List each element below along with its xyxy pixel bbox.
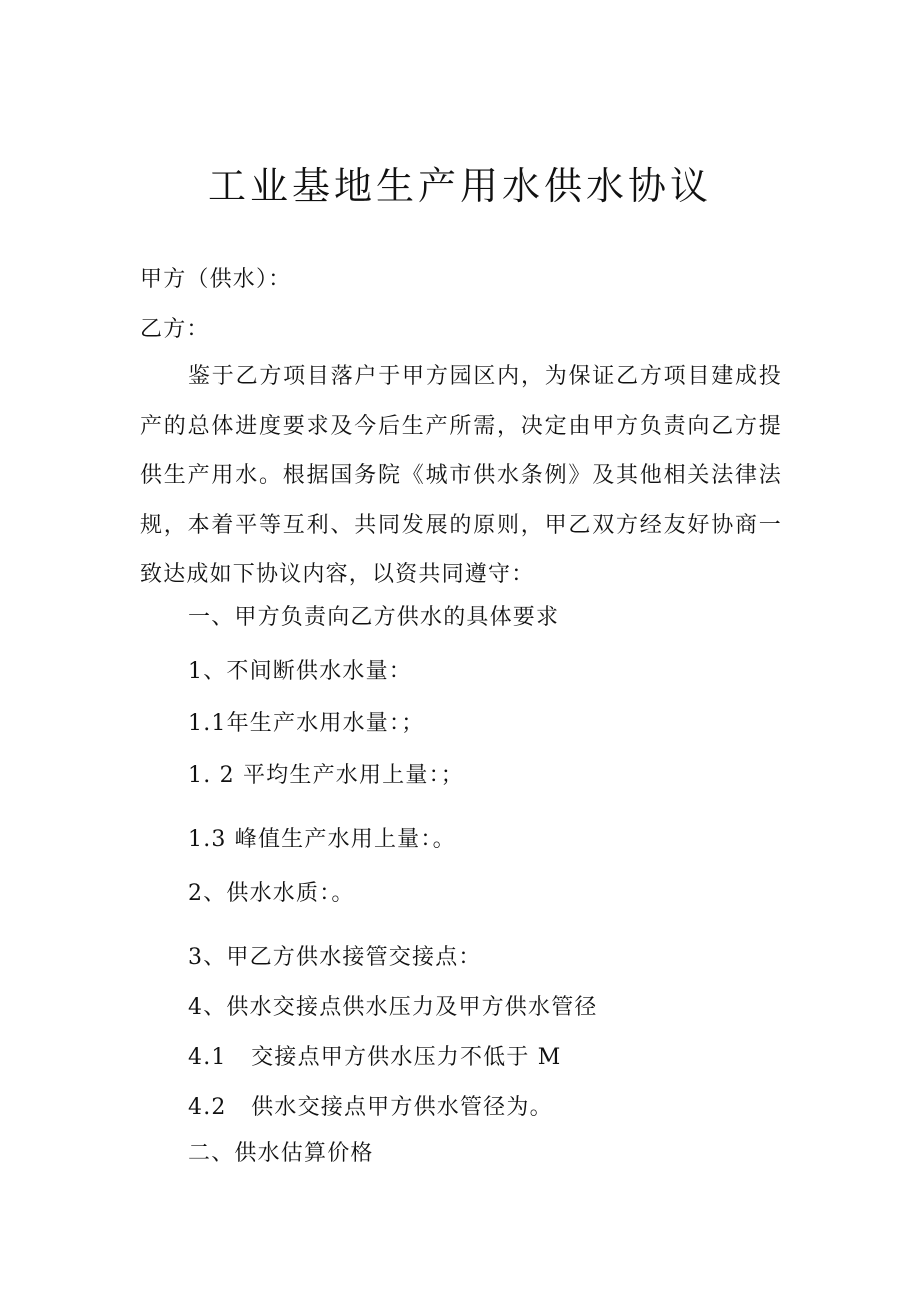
item-4-1: 4.1 交接点甲方供水压力不低于 M xyxy=(188,1045,562,1070)
item-4-2: 4.2 供水交接点甲方供水管径为。 xyxy=(188,1095,553,1120)
item-3: 3、甲乙方供水接管交接点： xyxy=(188,945,482,970)
item-2: 2、供水水质：。 xyxy=(188,881,355,906)
document-title: 工业基地生产用水供水协议 xyxy=(207,164,712,208)
party-b-line: 乙方： xyxy=(140,317,210,342)
item-1: 1、不间断供水水量： xyxy=(188,659,412,684)
item-1-1: 1.1年生产水用水量：； xyxy=(188,711,425,736)
section-1-heading: 一、甲方负责向乙方供水的具体要求 xyxy=(188,605,560,630)
item-1-3: 1.3 峰值生产水用上量：。 xyxy=(188,827,456,852)
party-a-line: 甲方（供水）： xyxy=(140,267,292,292)
section-2-heading: 二、供水估算价格 xyxy=(188,1141,374,1166)
item-4: 4、供水交接点供水压力及甲方供水管径 xyxy=(188,995,598,1020)
preamble-paragraph: 鉴于乙方项目落户于甲方园区内，为保证乙方项目建成投产的总体进度要求及今后生产所需，决定由甲方负责向乙方提供生产用水。根据国务院《城市供水条例》及其他相关法律法规，本着平等互利、共同发展的原则，甲乙双方经友好协商一致达成如下协议内容，以资共同遵守： xyxy=(140,364,782,587)
item-1-2: 1. 2 平均生产水用上量：； xyxy=(188,763,464,788)
